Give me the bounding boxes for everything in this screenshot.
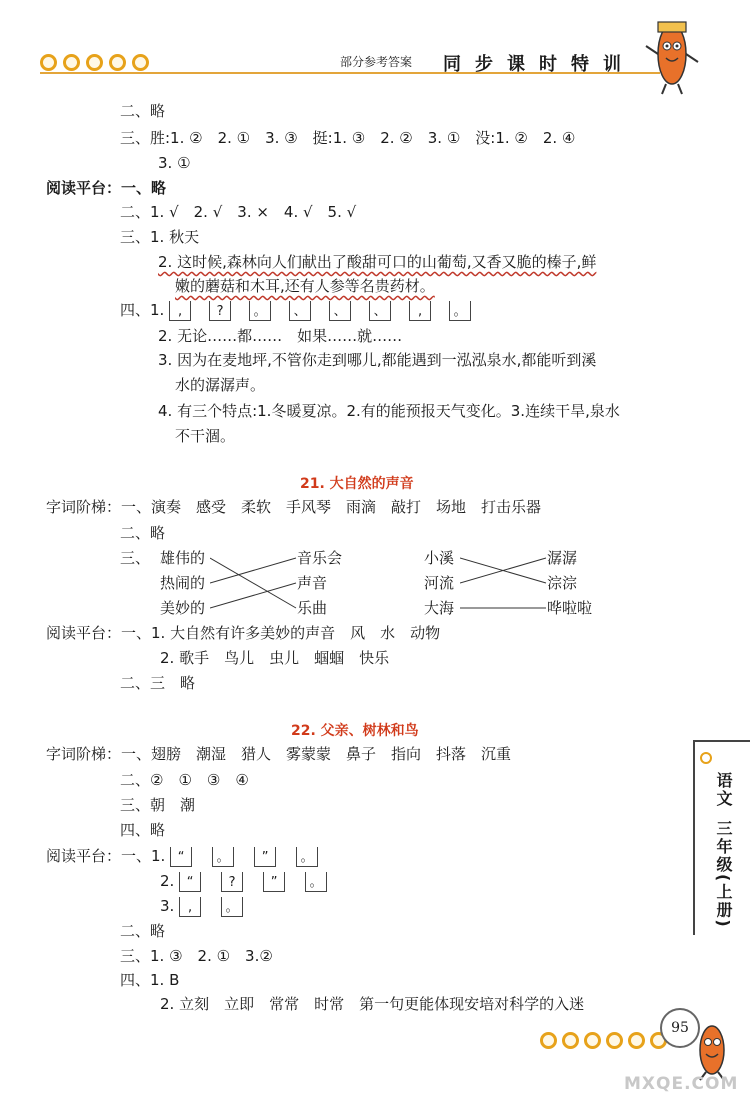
match-right-word: 哗啦啦 xyxy=(547,599,593,617)
punct-box: 、 xyxy=(369,301,391,321)
answer-line xyxy=(160,896,243,917)
answer-line: 不干涸。 xyxy=(175,427,236,445)
answer-line: 3. ① xyxy=(158,154,191,172)
answer-line: 嫩的蘑菇和木耳,还有人参等名贵药材。 xyxy=(175,277,435,295)
answer-line: 4. 有三个特点:1.冬暖夏凉。2.有的能预报天气变化。3.连续干旱,泉水 xyxy=(158,402,620,420)
item-number: 2. xyxy=(160,872,175,890)
match-lines xyxy=(460,545,550,625)
match-right-word: 潺潺 xyxy=(547,549,578,567)
decor-dot xyxy=(606,1032,623,1049)
punct-box: 。 xyxy=(212,847,234,867)
decor-dot xyxy=(700,752,712,764)
punct-box: , xyxy=(169,301,191,321)
punct-box: 。 xyxy=(449,301,471,321)
answer-line xyxy=(160,871,327,892)
match-left-word: 雄伟的 xyxy=(160,549,206,567)
punctuation-boxes xyxy=(169,301,471,321)
section-title: 22. 父亲、树林和鸟 xyxy=(291,723,419,739)
punct-box: ? xyxy=(221,872,243,892)
footer-dots xyxy=(540,1032,667,1049)
answer-line: 二、略 xyxy=(120,102,166,120)
punct-box: 。 xyxy=(296,847,318,867)
punctuation-boxes xyxy=(170,847,318,867)
match-left-word: 河流 xyxy=(424,574,455,592)
answer-line: 四、略 xyxy=(120,821,166,839)
answer-line: 三、1. 秋天 xyxy=(120,228,200,246)
decor-dot xyxy=(562,1032,579,1049)
section-title: 21. 大自然的声音 xyxy=(300,476,414,492)
item-number: 四、1. xyxy=(120,301,165,319)
answer-line: 三、1. ③ 2. ① 3.② xyxy=(120,947,273,965)
decor-dot xyxy=(132,54,149,71)
answer-line: 二、略 xyxy=(120,922,166,940)
match-lines xyxy=(210,545,300,625)
decor-dot xyxy=(86,54,103,71)
answer-line: 字词阶梯：一、翅膀 潮湿 猎人 雾蒙蒙 鼻子 指向 抖落 沉重 xyxy=(46,745,512,763)
page-number: 95 xyxy=(660,1008,700,1048)
subject-label: 语文 xyxy=(714,772,733,808)
decor-dot xyxy=(540,1032,557,1049)
punctuation-boxes xyxy=(179,872,327,892)
punctuation-boxes xyxy=(179,897,243,917)
header-label: 部分参考答案 xyxy=(340,55,413,69)
match-right-word: 乐曲 xyxy=(297,599,328,617)
section-heading: 阅读平台：一、略 xyxy=(46,179,167,197)
punct-box: 、 xyxy=(329,301,351,321)
punct-box: ” xyxy=(254,847,276,867)
punct-box: ? xyxy=(209,301,231,321)
punct-box: , xyxy=(409,301,431,321)
header-brand: 同步课时特训 xyxy=(443,54,635,75)
match-left-word: 热闹的 xyxy=(160,574,206,592)
punct-box: 、 xyxy=(289,301,311,321)
decor-dot xyxy=(584,1032,601,1049)
punct-box: “ xyxy=(170,847,192,867)
answer-line: 3. 因为在麦地坪,不管你走到哪儿,都能遇到一泓泓泉水,都能听到溪 xyxy=(158,351,597,369)
answer-line: 二、② ① ③ ④ xyxy=(120,771,249,789)
match-left-word: 小溪 xyxy=(424,549,455,567)
punct-box: ” xyxy=(263,872,285,892)
mascot-icon xyxy=(642,10,702,96)
grade-label: 三年级(上册) xyxy=(714,820,733,929)
match-left-word: 大海 xyxy=(424,599,455,617)
decor-dot xyxy=(40,54,57,71)
answer-line: 阅读平台：一、1. 大自然有许多美妙的声音 风 水 动物 xyxy=(46,624,441,642)
answer-line: 二、三 略 xyxy=(120,674,196,692)
punct-box: “ xyxy=(179,872,201,892)
answer-line: 2. 歌手 鸟儿 虫儿 蝈蝈 快乐 xyxy=(160,649,390,667)
answer-line: 水的潺潺声。 xyxy=(175,376,266,394)
match-right-word: 音乐会 xyxy=(297,549,343,567)
punct-box: 。 xyxy=(249,301,271,321)
punct-box: 。 xyxy=(221,897,243,917)
punct-box: 。 xyxy=(305,872,327,892)
section-heading: 阅读平台：一、1. xyxy=(46,847,166,865)
answer-line xyxy=(46,846,318,867)
answer-line: 二、1. √ 2. √ 3. × 4. √ 5. √ xyxy=(120,203,357,221)
match-right-word: 声音 xyxy=(297,574,328,592)
answer-line: 四、1. B xyxy=(120,971,180,989)
answer-line: 三、朝 潮 xyxy=(120,796,196,814)
header-dots xyxy=(40,54,149,71)
answer-line: 字词阶梯：一、演奏 感受 柔软 手风琴 雨滴 敲打 场地 打击乐器 xyxy=(46,498,542,516)
answer-line: 二、略 xyxy=(120,524,166,542)
watermark: MXQE.COM xyxy=(624,1074,739,1094)
decor-dot xyxy=(109,54,126,71)
item-number: 3. xyxy=(160,897,175,915)
answer-line: 2. 立刻 立即 常常 时常 第一句更能体现安培对科学的入迷 xyxy=(160,995,585,1013)
match-right-word: 淙淙 xyxy=(547,574,578,592)
answer-line: 2. 无论……都…… 如果……就…… xyxy=(158,327,403,345)
answer-line: 三、 xyxy=(120,549,151,567)
match-left-word: 美妙的 xyxy=(160,599,206,617)
decor-dot xyxy=(63,54,80,71)
answer-line xyxy=(120,300,471,321)
decor-dot xyxy=(628,1032,645,1049)
punct-box: , xyxy=(179,897,201,917)
answer-line: 三、胜:1. ② 2. ① 3. ③ 挺:1. ③ 2. ② 3. ① 没:1. ② 2. ④ xyxy=(120,129,576,147)
answer-line: 2. 这时候,森林向人们献出了酸甜可口的山葡萄,又香又脆的榛子,鲜 xyxy=(158,253,597,271)
